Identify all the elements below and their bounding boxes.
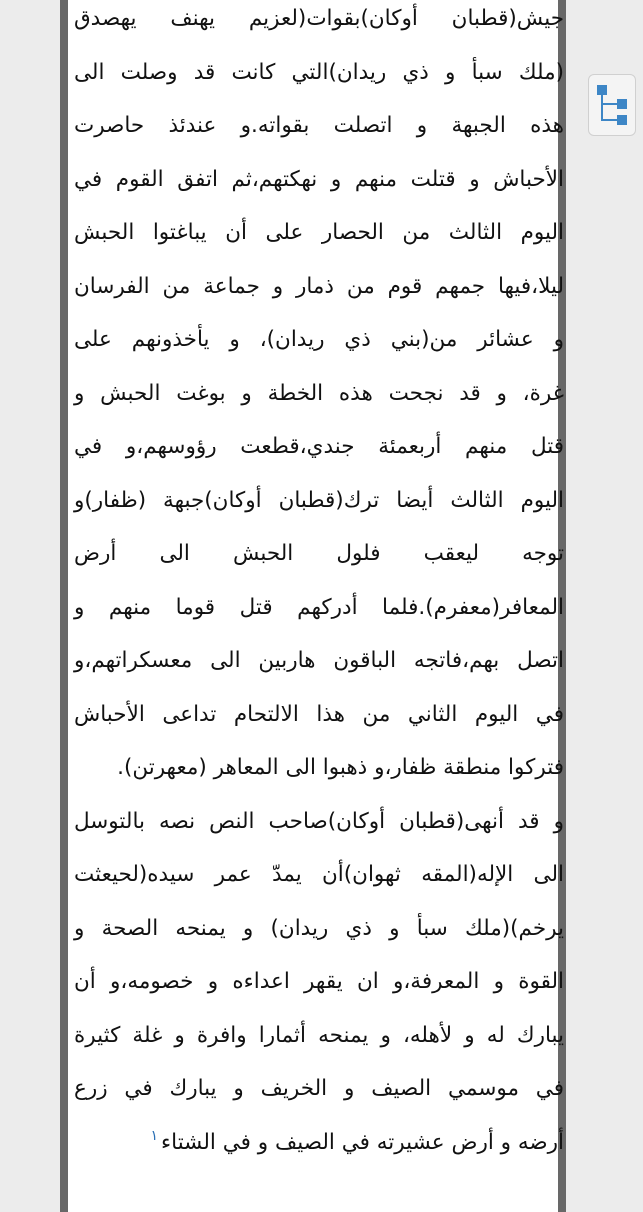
- text-line: قتل منهم أربعمئة جندي،قطعت رؤوسهم،و في: [74, 434, 564, 459]
- text-line: الى الإله(المقه ثهوان)أن يمدّ عمر سيده(لحيعثت: [74, 862, 564, 887]
- text-line: في موسمي الصيف و الخريف و يبارك في زرع: [74, 1076, 564, 1101]
- document-page: [60, 0, 566, 1212]
- text-line: توجه ليعقب فلول الحبش الى أرض: [74, 541, 564, 566]
- text-line-content: أرضه و أرض عشيرته في الصيف و في الشتاء: [161, 1129, 564, 1155]
- outline-tool-button[interactable]: [588, 74, 636, 136]
- document-text: [74, 0, 564, 1169]
- text-line: القوة و المعرفة،و ان يقهر اعداءه و خصومه،و أن: [74, 969, 564, 994]
- text-line: هذه الجبهة و اتصلت بقواته.و عندئذ حاصرت: [74, 113, 564, 138]
- text-line: و عشائر من(بني ذي ريدان)، و يأخذونهم على: [74, 327, 564, 352]
- text-line: اتصل بهم،فاتجه الباقون هاربين الى معسكراتهم،و: [74, 648, 564, 673]
- text-line: في اليوم الثاني من هذا الالتحام تداعى الأحباش: [74, 701, 564, 727]
- text-line: اليوم الثالث أيضا ترك(قطبان أوكان)جبهة (ظفار)و: [74, 487, 564, 513]
- text-line: ليلا،فيها جمهم قوم من ذمار و جماعة من الفرسان: [74, 273, 564, 299]
- text-line: الأحباش و قتلت منهم و نهكتهم،ثم اتفق القوم في: [74, 166, 564, 192]
- text-line: و قد أنهى(قطبان أوكان)صاحب النص نصه بالتوسل: [74, 808, 564, 834]
- text-line: اليوم الثالث من الحصار على أن يباغتوا الحبش: [74, 220, 564, 245]
- text-line: فتركوا منطقة ظفار،و ذهبوا الى المعاهر (معهرتن).: [117, 755, 564, 780]
- text-line: (ملك سبأ و ذي ريدان)التي كانت قد وصلت الى: [74, 59, 564, 85]
- text-line: جيش(قطبان أوكان)بقوات(لعزيم يهنف يهصدق: [74, 6, 564, 31]
- footnote-marker-link[interactable]: ١: [150, 1128, 159, 1145]
- hierarchy-tree-icon: [595, 83, 631, 129]
- text-line: غرة، و قد نجحت هذه الخطة و بوغت الحبش و: [74, 380, 564, 406]
- text-line: يرخم)(ملك سبأ و ذي ريدان) و يمنحه الصحة و: [74, 915, 564, 941]
- text-line-with-footnote: [74, 1116, 564, 1170]
- text-line: يبارك له و لأهله، و يمنحه أثمارا وافرة و غلة كثيرة: [74, 1022, 564, 1048]
- text-line: المعافر(معفرم).فلما أدركهم قتل قوما منهم و: [74, 594, 564, 620]
